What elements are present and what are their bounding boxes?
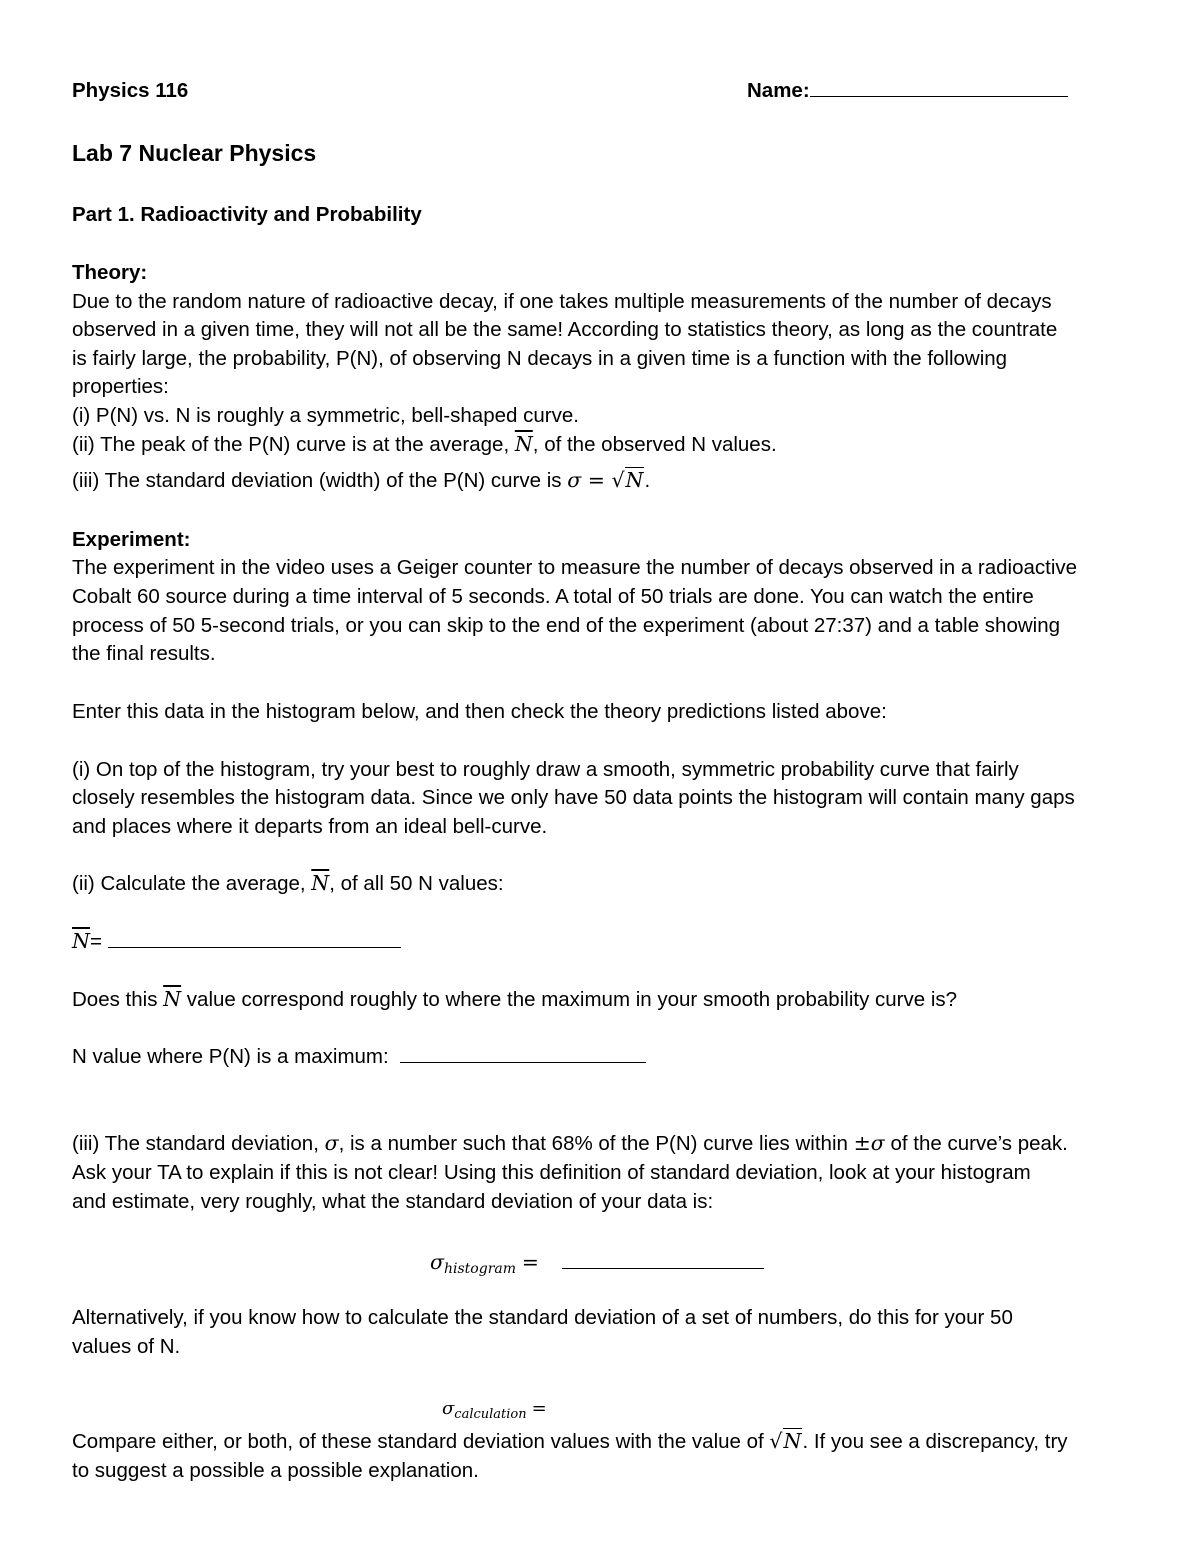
experiment-heading: Experiment: (72, 528, 191, 551)
prop3-period: . (644, 469, 651, 492)
n-bar-answer-field[interactable] (72, 927, 401, 956)
step3-text-pre: (iii) The standard deviation, (72, 1132, 325, 1155)
n-bar-symbol: $\overline{N}$ (311, 871, 330, 895)
name-label: Name: (747, 79, 810, 102)
compare-text-pre: Compare either, or both, of these standard deviation values with the value of (72, 1430, 770, 1453)
step3-text-2: Ask your TA to explain if this is not clear! Using this definition of standard deviation, look at your histogram (72, 1161, 1031, 1184)
max-n-label: N value where P(N) is a maximum: (72, 1045, 389, 1068)
theory-text-4: properties: (72, 375, 169, 398)
alternative-text-1: Alternatively, if you know how to calculate the standard deviation of a set of numbers, do this for your 50 (72, 1306, 1013, 1329)
theory-text-2: observed in a given time, they will not all be the same! According to statistics theory, as long as the countrate (72, 318, 1058, 341)
sigma-histogram-subscript: histogram (444, 1261, 517, 1277)
experiment-text-3: process of 50 5-second trials, or you can skip to the end of the experiment (about 27:37) and a table showing (72, 614, 1061, 637)
step3-text-3: and estimate, very roughly, what the standard deviation of your data is: (72, 1190, 714, 1213)
enter-instructions: Enter this data in the histogram below, and then check the theory predictions listed above: (72, 700, 887, 723)
equals-sign: = (89, 930, 102, 953)
question-text-post: value correspond roughly to where the maximum in your smooth probability curve is? (181, 988, 958, 1011)
theory-heading: Theory: (72, 261, 148, 284)
sigma-histogram-blank[interactable] (562, 1248, 764, 1269)
max-n-field[interactable] (72, 1042, 646, 1071)
sqrt-n-argument: N (783, 1429, 802, 1453)
plus-minus-sigma: ±σ (853, 1131, 885, 1155)
n-bar-symbol: $\overline{N}$ (163, 987, 182, 1011)
equals-sign: = (531, 1398, 547, 1419)
theory-property-2 (72, 430, 777, 459)
name-blank[interactable] (810, 76, 1068, 97)
sigma-calculation-field[interactable] (442, 1394, 547, 1429)
step2-question (72, 985, 957, 1014)
experiment-text-4: the final results. (72, 642, 216, 665)
n-bar-symbol: $\overline{N}$ (72, 929, 90, 953)
experiment-text-1: The experiment in the video uses a Geiger counter to measure the number of decays observed in a radioactive (72, 556, 1078, 579)
step1-text-1: (i) On top of the histogram, try your best to roughly draw a smooth, symmetric probability curve that fairly (72, 758, 1019, 781)
sigma-equation: σ = √ (567, 468, 625, 492)
compare-text-post: . If you see a discrepancy, try (802, 1430, 1068, 1453)
sqrt-n-argument: N (625, 468, 644, 492)
name-field[interactable] (747, 76, 1068, 105)
step3-text-mid: , is a number such that 68% of the P(N) curve lies within (338, 1132, 854, 1155)
alternative-text-2: values of N. (72, 1335, 181, 1358)
calc-text-pre: (ii) Calculate the average, (72, 872, 312, 895)
step3-text-post: of the curve’s peak. (884, 1132, 1068, 1155)
question-text-pre: Does this (72, 988, 164, 1011)
theory-text-3: is fairly large, the probability, P(N), of observing N decays in a given time is a function with the following (72, 347, 1008, 370)
n-bar-symbol: $\overline{N}$ (514, 432, 533, 456)
prop3-text-pre: (iii) The standard deviation (width) of the P(N) curve is (72, 469, 568, 492)
step1-text-3: and places where it departs from an ideal bell-curve. (72, 815, 548, 838)
n-bar-blank[interactable] (108, 927, 401, 948)
compare-text-2: to suggest a possible a possible explanation. (72, 1459, 479, 1482)
compare-text-1 (72, 1427, 1068, 1456)
sqrt-icon: √ (769, 1429, 783, 1453)
lab-title: Lab 7 Nuclear Physics (72, 140, 317, 166)
calc-text-post: , of all 50 N values: (329, 872, 504, 895)
sigma-calculation-symbol: σ (442, 1398, 455, 1419)
theory-property-1: (i) P(N) vs. N is roughly a symmetric, bell-shaped curve. (72, 404, 579, 427)
theory-text-1: Due to the random nature of radioactive decay, if one takes multiple measurements of the number of decays (72, 290, 1052, 313)
sigma-symbol: σ (324, 1131, 339, 1155)
step3-text-1 (72, 1129, 1068, 1158)
equals-sign: = (521, 1250, 539, 1274)
prop2-text-pre: (ii) The peak of the P(N) curve is at the average, (72, 433, 515, 456)
step2-calc-text (72, 869, 504, 898)
max-n-blank[interactable] (400, 1042, 646, 1063)
theory-property-3 (72, 466, 650, 495)
sigma-histogram-symbol: σ (430, 1250, 444, 1274)
experiment-text-2: Cobalt 60 source during a time interval of 5 seconds. A total of 50 trials are done. You can watch the entire (72, 585, 1034, 608)
prop2-text-post: , of the observed N values. (532, 433, 777, 456)
part1-heading: Part 1. Radioactivity and Probability (72, 203, 422, 226)
step1-text-2: closely resembles the histogram data. Since we only have 50 data points the histogram will contain many gaps (72, 786, 1075, 809)
sigma-histogram-field[interactable] (430, 1248, 764, 1284)
course-title: Physics 116 (72, 79, 189, 102)
sigma-calculation-subscript: calculation (454, 1407, 527, 1422)
